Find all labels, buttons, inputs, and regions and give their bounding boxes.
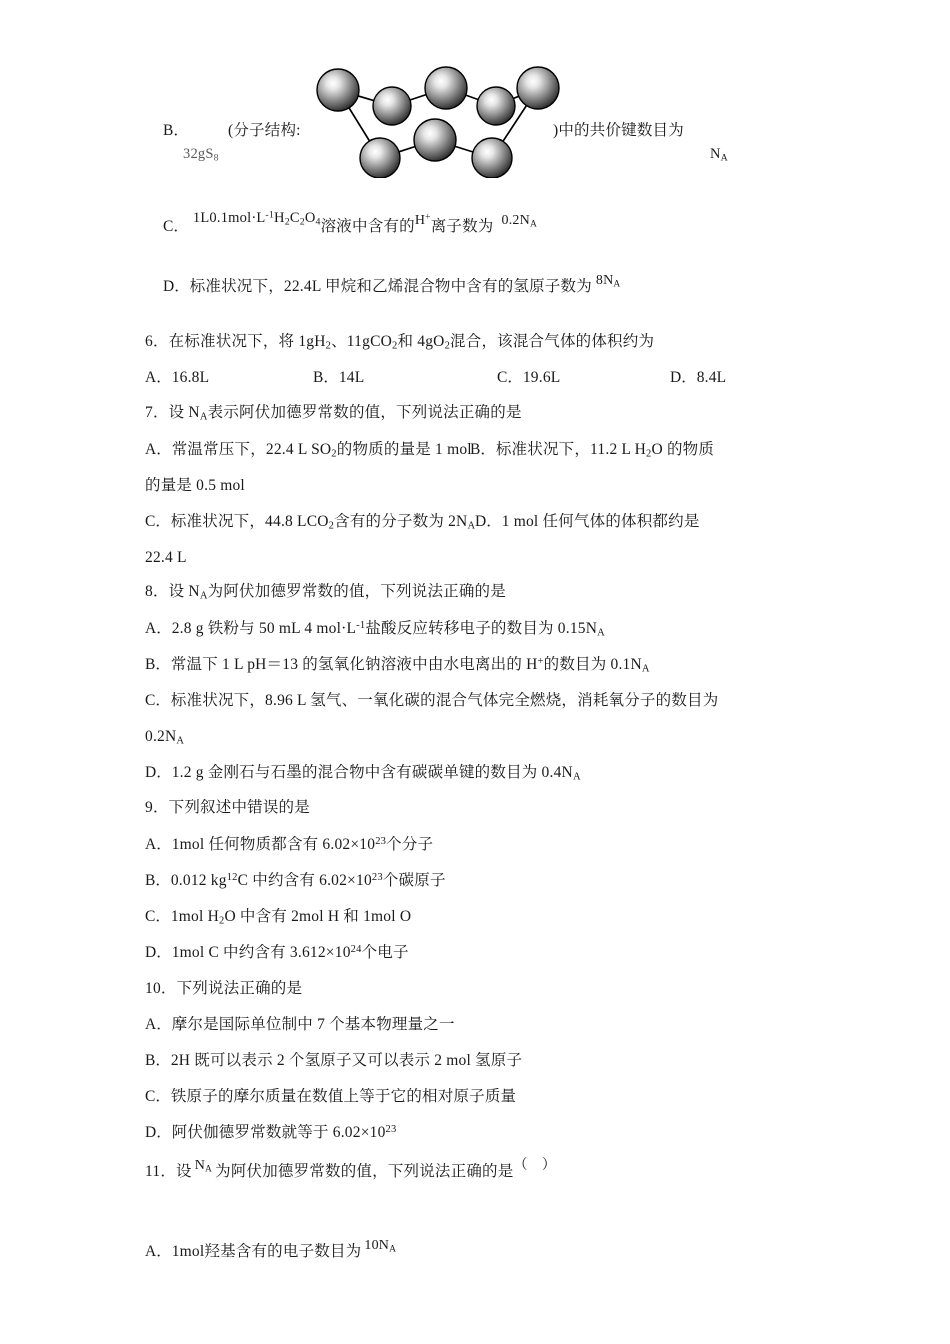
question-9-stem: 9．下列叙述中错误的是 xyxy=(145,799,310,816)
question-11-na-symbol: $N_A$ xyxy=(194,1158,213,1175)
question-10-option-c[interactable]: C．铁原子的摩尔质量在数值上等于它的相对原子质量 xyxy=(145,1088,517,1105)
question-9-option-a[interactable]: A．1mol 任何物质都含有 $6.02\times 10^{23}$个分子 xyxy=(145,835,434,853)
question-6-option-b[interactable]: B．14L xyxy=(313,369,365,386)
option-d-top: D．标准状况下，22.4L 甲烷和乙烯混合物中含有的氢原子数为 $8N_A$ xyxy=(163,273,621,295)
question-9-option-b[interactable]: B．0.012 $kg^{12}C$ 中约含有 $6.02\times 10^{23}$个碳原子 xyxy=(145,871,446,889)
question-11-stem: 11．设 $N_A$ 为阿伏加德罗常数的值，下列说法正确的是（ ） xyxy=(145,1158,557,1180)
question-10-option-b[interactable]: B．2H 既可以表示 2 个氢原子又可以表示 2 mol 氢原子 xyxy=(145,1052,523,1069)
question-9-option-d[interactable]: D．1mol C 中约含有 $3.612\times 10^{24}$个电子 xyxy=(145,943,409,961)
question-9-option-c[interactable]: C．1mol $H_2O$ 中含有 2mol H 和 1mol O xyxy=(145,908,412,927)
question-8-option-a[interactable]: A．2.8 g 铁粉与 50 mL 4 $mol\cdot L^{-1}$盐酸反应转移电子的数目为 $0.15N_A$ xyxy=(145,619,605,639)
question-6-stem: 6．在标准状况下，将 $1gH_2$、11gCO$_2$和 $4gO_2$混合，该混合气体的体积约为 xyxy=(145,333,655,352)
question-11-option-a[interactable]: A．1mol羟基含有的电子数目为 $10N_A$ xyxy=(145,1238,397,1260)
question-6-option-d[interactable]: D．8.4L xyxy=(670,369,727,386)
option-d-top-answer: $8N_A$ xyxy=(595,273,621,290)
question-7-option-a[interactable]: A．常温常压下，22.4 L $SO_2$的物质的量是 1 mol xyxy=(145,441,472,460)
s8-structure-svg xyxy=(310,58,562,178)
option-b-paren-close: )中的共价键数目为 xyxy=(553,122,684,139)
question-8-stem: 8．设 $N_A$为阿伏加德罗常数的值，下列说法正确的是 xyxy=(145,583,506,602)
option-c-top-expression: $1L0.1mol\cdot L^{-1}H_2C_2O_4$ xyxy=(192,209,321,228)
question-10-stem: 10．下列说法正确的是 xyxy=(145,980,303,997)
question-7-option-d[interactable]: D．1 mol 任何气体的体积都约是 xyxy=(475,513,700,530)
question-8-option-b[interactable]: B．常温下 1 L pH＝13 的氢氧化钠溶液中由水电离出的 H+的数目为 $0.1N_A$ xyxy=(145,655,650,675)
option-c-top-ion: H+ xyxy=(414,212,431,228)
question-11-answer-brackets[interactable]: （ ） xyxy=(513,1158,557,1173)
question-6-option-a[interactable]: A．16.8L xyxy=(145,369,210,386)
question-8-option-c[interactable]: C．标准状况下，8.96 L 氢气、一氧化碳的混合气体完全燃烧，消耗氧分子的数目为 xyxy=(145,692,719,709)
option-b-label: B． xyxy=(163,122,189,139)
s8-molecular-structure-figure xyxy=(310,58,562,178)
question-10-option-a[interactable]: A．摩尔是国际单位制中 7 个基本物理量之一 xyxy=(145,1016,455,1033)
question-7-option-b-cont: 的量是 0.5 mol xyxy=(145,477,245,494)
question-8-option-d[interactable]: D．1.2 g 金刚石与石墨的混合物中含有碳碳单键的数目为 $0.4N_A$ xyxy=(145,764,581,783)
question-7-option-c[interactable]: C．标准状况下，44.8 $LCO_2$含有的分子数为 $2N_A$ xyxy=(145,513,476,532)
option-b-formula: $32gS_8$ xyxy=(183,146,219,164)
option-c-top-answer: $0.2N_A$ xyxy=(501,213,538,230)
option-b-paren-open: (分子结构: xyxy=(228,122,301,139)
question-8-option-c-cont: $0.2N_A$ xyxy=(145,728,185,747)
question-10-option-d[interactable]: D．阿伏伽德罗常数就等于 $6.02\times 10^{23}$ xyxy=(145,1123,397,1141)
s8-atoms xyxy=(317,67,559,178)
question-7-option-b[interactable]: B．标准状况下，11.2 L $H_2O$ 的物质 xyxy=(470,441,715,460)
option-b-answer: $N_A$ xyxy=(710,146,728,164)
question-6-option-c[interactable]: C．19.6L xyxy=(497,369,561,386)
question-11-option-a-answer: $10N_A$ xyxy=(364,1238,397,1255)
option-c-top: C． $1L0.1mol\cdot L^{-1}H_2C_2O_4$溶液中含有的H+离子数为 $0.2N_A$ xyxy=(163,209,538,235)
question-7-stem: 7．设 $N_A$表示阿伏加德罗常数的值，下列说法正确的是 xyxy=(145,404,522,423)
question-7-option-d-cont: 22.4 L xyxy=(145,549,187,566)
